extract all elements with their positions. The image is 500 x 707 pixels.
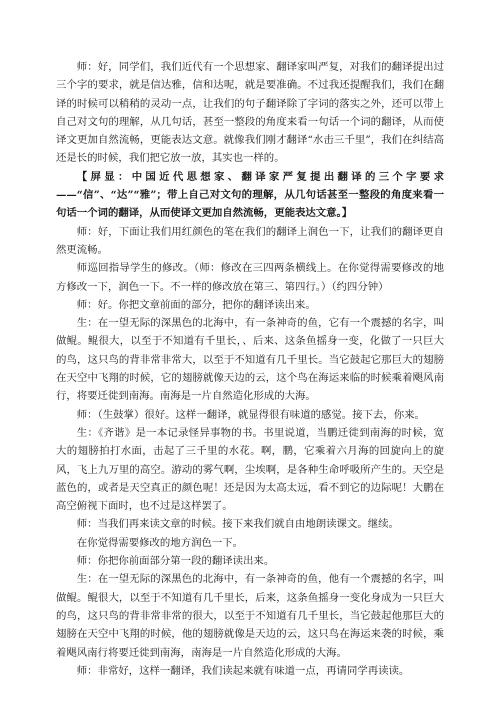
paragraph-teacher-intro: 师：好，同学们，我们近代有一个思想家、翻译家叫严复，对我们的翻译提出过三个字的要求，就是信达雅，信和达呢，就是要准确。不过我还提醒我们，我们在翻译的时候可以稍稍的灵动一点，让我们的句子翻译除了字词的落实之外，还可以带上自己对文句的理解，从几句话，甚至一整段的角度来看一句话一个词的翻译，从而使译文更加自然流畅，更能表达文意。就像我们刚才翻译“水击三千里”，我们在纠结高还是长的时候，我们把它放一放，其实也一样的。 xyxy=(56,61,444,165)
paragraph-screen-display-note: 【屏显：中国近代思想家、翻译家严复提出翻译的三个字要求——“信”、“达”“雅”；带上自己对文句的理解，从几句话甚至一整段的角度来看一句话一个词的翻译，从而使译文更加自然流畅，更能表达文意。】 xyxy=(56,170,444,220)
paragraph-teacher-read-first: 师：你把你前面部分第一段的翻译读出来。 xyxy=(76,555,275,568)
paragraph-teacher-read-request: 师：好。你把文章前面的部分，把你的翻译读出来。 xyxy=(76,298,316,311)
paragraph-student-translation-1: 生：在一望无际的深黑色的北海中，有一条神奇的鱼，它有一个震撼的名字，叫做鲲。鲲很大，以至于不知道有千里长，、后来、这条鱼摇身一变，化做了一只巨大的鸟，这只鸟的背非常非常大，以至于不知道有几千里长。当它鼓起它那巨大的翅膀在天空中飞翔的时候，它的翅膀就像天边的云，这个鸟在海运来临的时候乘着飓风南行，将要迁徙到南海。南海是一片自然造化形成的大海。 xyxy=(56,317,444,403)
paragraph-teacher-closing: 师：非常好，这样一翻译，我们读起来就有味道一点，再请同学再读读。 xyxy=(76,664,410,677)
paragraph-teacher-polish: 师：好，下面让我们用红颜色的笔在我们的翻译上润色一下，让我们的翻译更自然更流畅。 xyxy=(56,225,444,256)
paragraph-student-translation-3: 生：在一望无际的深黑色的北海中，有一条神奇的鱼，他有一个震撼的名字，叫做鲲。鲲很大，以至于不知道有几千里长，后来，这条鱼摇身一变化身成为一只巨大的鸟，这只鸟的背非常非常的很大，以至于不知道有几千里长，当它鼓起他那巨大的翅膀在天空中飞翔的时候，他的翅膀就像是天边的云，这只鸟在海运来袭的时候，乘着飓风南行将要迁徙到南海，南海是一片自然造化形成的大海。 xyxy=(56,573,444,659)
paragraph-instruction: 在你觉得需要修改的地方润色一下。 xyxy=(76,536,244,549)
paragraph-teacher-continue: 师：当我们再来读文章的时候。接下来我们就自由地朗读课文。继续。 xyxy=(76,518,399,531)
paragraph-teacher-praise: 师：（生鼓掌）很好。这样一翻译，就显得很有味道的感觉。接下去，你来。 xyxy=(76,408,425,421)
paragraph-guidance: 师巡回指导学生的修改。（师：修改在三四两条横线上。在你觉得需要修改的地方修改一下，润色一下。不一样的修改放在第三、第四行。）（约四分钟） xyxy=(56,262,444,293)
paragraph-student-translation-2: 生：《齐谐》是一本记录怪异事物的书。书里说道，当鹏迁徙到南海的时候，宽大的翅膀拍打水面，击起了三千里的水花。啊，鹏，它乘着六月海的回旋向上的旋风，飞上九万里的高空。游动的雾气啊，尘埃啊，是各种生命呼吸所产生的。天空是蓝色的，或者是天空真正的颜色呢！还是因为太高太远，看不到它的边际呢！大鹏在高空俯视下面时，也不过是这样罢了。 xyxy=(56,426,444,513)
